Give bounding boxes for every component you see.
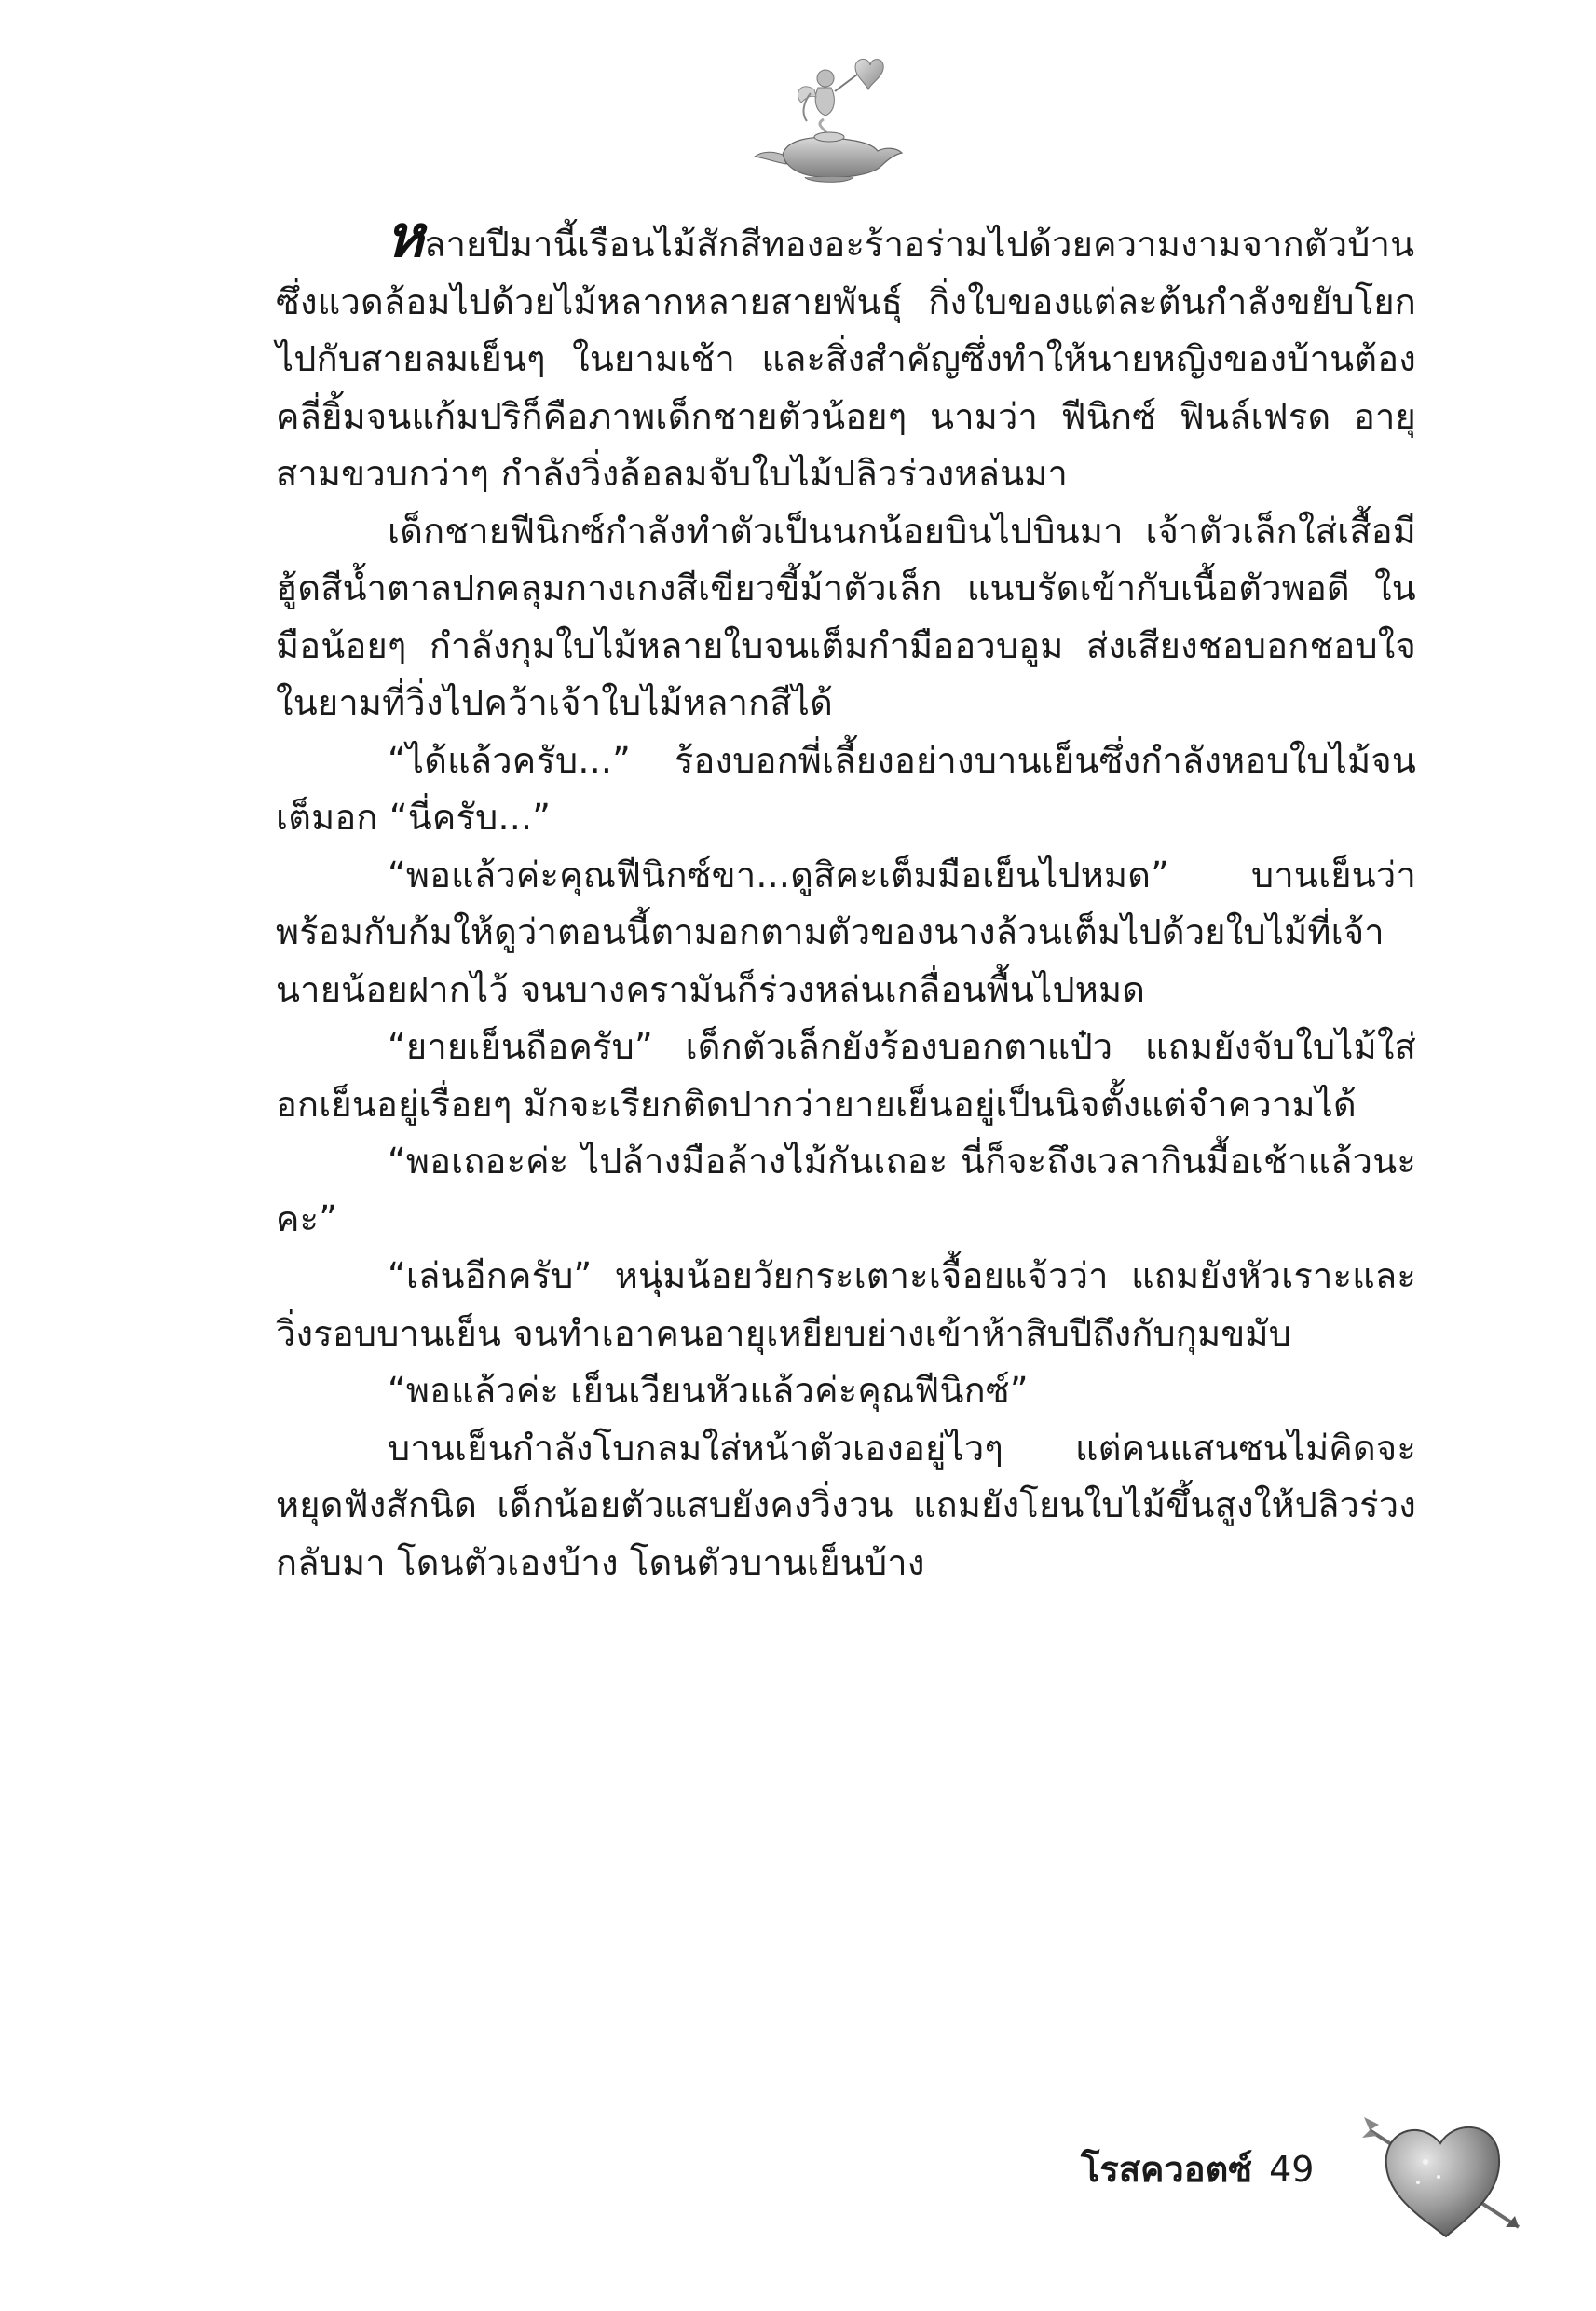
page-number: 49 bbox=[1269, 2149, 1315, 2190]
drop-cap-letter: ห bbox=[386, 202, 425, 270]
paragraph-9: บานเย็นกำลังโบกลมใส่หน้าตัวเองอยู่ไวๆ แต่คนแสนซนไม่คิดจะหยุดฟังสักนิด เด็กน้อยตัวแสบยังคงวิ่งวน แถมยังโยนใบไม้ขึ้นสูงให้ปลิวร่วงกลับมา โดนตัวเองบ้าง โดนตัวบานเย็นบ้าง bbox=[276, 1427, 1416, 1583]
paragraph-3: “ได้แล้วครับ...” ร้องบอกพี่เลี้ยงอย่างบานเย็นซึ่งกำลังหอบใบไม้จนเต็มอก “นี่ครับ...” bbox=[276, 739, 1416, 838]
paragraph-2: เด็กชายฟีนิกซ์กำลังทำตัวเป็นนกน้อยบินไปบินมา เจ้าตัวเล็กใส่เสื้อมีฮู้ดสีน้ำตาลปกคลุมกางเกงสีเขียวขี้ม้าตัวเล็ก แนบรัดเข้ากับเนื้อตัวพอดี ในมือน้อยๆ กำลังกุมใบไม้หลายใบจนเต็มกำมืออวบอูม ส่งเสียงชอบอกชอบใจในยามที่วิ่งไปคว้าเจ้าใบไม้หลากสีได้ bbox=[276, 510, 1416, 723]
paragraph-4: “พอแล้วค่ะคุณฟีนิกซ์ขา...ดูสิคะเต็มมือเย็นไปหมด” บานเย็นว่าพร้อมกับก้มให้ดูว่าตอนนี้ตามอกตามตัวของนางล้วนเต็มไปด้วยใบไม้ที่เจ้านายน้อยฝากไว้ จนบางครามันก็ร่วงหล่นเกลื่อนพื้นไปหมด bbox=[276, 854, 1416, 1010]
heart-arrow-icon bbox=[1360, 2097, 1528, 2246]
page-footer bbox=[1081, 2141, 1314, 2197]
paragraph-6: “พอเถอะค่ะ ไปล้างมือล้างไม้กันเถอะ นี่ก็จะถึงเวลากินมื้อเช้าแล้วนะคะ” bbox=[276, 1141, 1416, 1239]
cupid-genie-lamp-icon bbox=[745, 47, 913, 186]
paragraph-7: “เล่นอีกครับ” หนุ่มน้อยวัยกระเตาะเจื้อยแจ้วว่า แถมยังหัวเราะและวิ่งรอบบานเย็น จนทำเอาคนอายุเหยียบย่างเข้าห้าสิบปีถึงกับกุมขมับ bbox=[276, 1255, 1416, 1354]
paragraph-1 bbox=[276, 202, 1416, 503]
paragraph-8: “พอแล้วค่ะ เย็นเวียนหัวแล้วค่ะคุณฟีนิกซ์” bbox=[388, 1370, 1029, 1411]
story-text bbox=[276, 202, 1416, 1592]
book-title: โรสควอตซ์ bbox=[1081, 2149, 1253, 2190]
paragraph-5: “ยายเย็นถือครับ” เด็กตัวเล็กยังร้องบอกตาแป๋ว แถมยังจับใบไม้ใส่อกเย็นอยู่เรื่อยๆ มักจะเรียกติดปากว่ายายเย็นอยู่เป็นนิจตั้งแต่จำความได้ bbox=[276, 1026, 1416, 1125]
paragraph-text: ลายปีมานี้เรือนไม้สักสีทองอะร้าอร่ามไปด้วยความงามจากตัวบ้านซึ่งแวดล้อมไปด้วยไม้หลากหลายสายพันธุ์ กิ่งใบของแต่ละต้นกำลังขยับโยกไปกับสายลมเย็นๆ ในยามเช้า และสิ่งสำคัญซึ่งทำให้นายหญิงของบ้านต้องคลี่ยิ้มจนแก้มปริก็คือภาพเด็กชายตัวน้อยๆ นามว่า ฟีนิกซ์ ฟินล์เฟรด อายุสามขวบกว่าๆ กำลังวิ่งล้อลมจับใบไม้ปลิวร่วงหล่นมา bbox=[276, 224, 1416, 494]
